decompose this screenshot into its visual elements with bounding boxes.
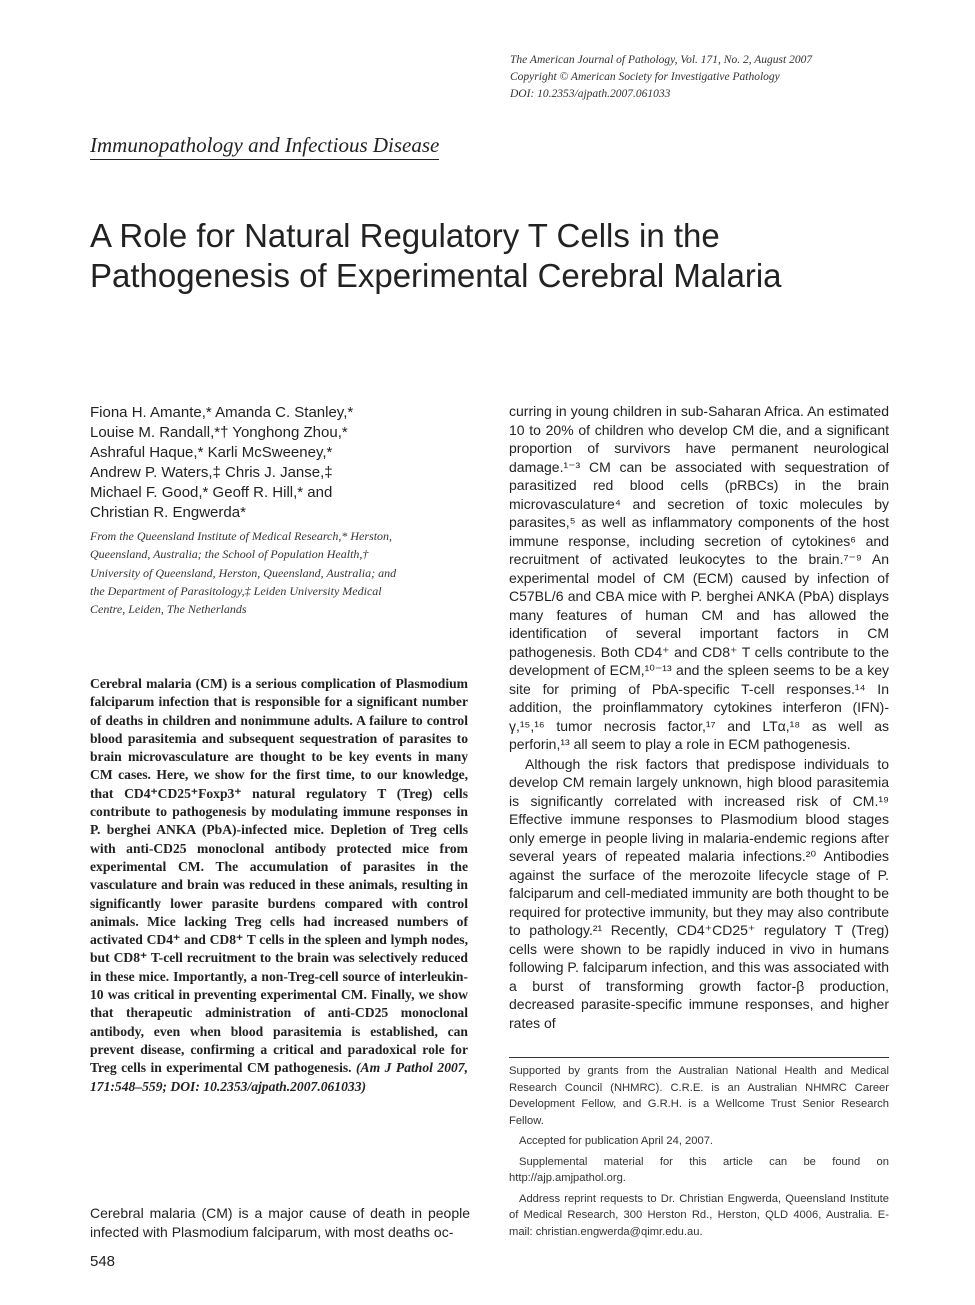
affiliations [90,527,475,618]
journal-citation: The American Journal of Pathology, Vol. 171, No. 2, August 2007 [510,54,813,66]
intro-paragraph: Cerebral malaria (CM) is a major cause of death in people infected with Plasmodium falciparum, with most deaths oc- [90,1205,470,1240]
author-line: Ashraful Haque,* Karli McSweeney,* [90,444,333,461]
abstract-text: Cerebral malaria (CM) is a serious complication of Plasmodium falciparum infection that is responsible for a significant number of deaths in children and nonimmune adults. A failure to control blood parasitemia and subsequent sequestration of parasites to brain microvasculature are thought to be key events in many CM cases. Here, we show for the first time, to our knowledge, that CD4⁺CD25⁺Foxp3⁺ natural regulatory T (Treg) cells contribute to pathogenesis by modulating immune responses in P. berghei ANKA (PbA)-infected mice. Depletion of Treg cells with anti-CD25 monoclonal antibody protected mice from experimental CM. The accumulation of parasites in the vasculature and brain was reduced in these animals, resulting in significantly lower parasite burdens compared with control animals. Mice lacking Treg cells had increased numbers of activated CD4⁺ and CD8⁺ T cells in the spleen and lymph nodes, but CD8⁺ T-cell recruitment to the brain was selectively reduced in these mice. Importantly, a non-Treg-cell source of interleukin-10 was critical in preventing experimental CM. Finally, we show that therapeutic administration of anti-CD25 monoclonal antibody, even when blood parasitemia is established, can prevent disease, confirming a critical and paradoxical role for Treg cells in experimental CM pathogenesis. [90,676,468,1076]
footnote-reprint: Address reprint requests to Dr. Christian Engwerda, Queensland Institute of Medical Research, 300 Herston Rd., Herston, QLD 4006, Australia. E-mail: christian.engwerda@qimr.edu.au. [509,1192,889,1238]
body-column-2 [509,402,889,1032]
author-list [90,403,490,523]
affiliation-line: From the Queensland Institute of Medical Research,* Herston, [90,529,393,543]
introduction-column-1 [90,1204,470,1241]
article-title-line-2: Pathogenesis of Experimental Cerebral Malaria [90,257,782,294]
author-line: Christian R. Engwerda* [90,504,246,521]
affiliation-line: Centre, Leiden, The Netherlands [90,602,247,617]
article-title [90,216,890,296]
author-line: Louise M. Randall,*† Yonghong Zhou,* [90,424,348,441]
article-title-line-1: A Role for Natural Regulatory T Cells in the [90,217,720,254]
body-paragraph-1: curring in young children in sub-Saharan Africa. An estimated 10 to 20% of children who develop CM die, and a significant proportion of survivors have permanent neurological damage.¹⁻³ CM can be associated with sequestration of parasitized red blood cells (pRBCs) in the brain microvasculature⁴ and secretion of toxic molecules by parasites,⁵ as well as inflammatory components of the host immune response, including secretion of cytokines⁶ and recruitment of activated leukocytes to the brain.⁷⁻⁹ An experimental model of CM (ECM) caused by infection of C57BL/6 and CBA mice with P. berghei ANKA (PbA) displays many features of human CM and has allowed the identification of several important factors in CM pathogenesis. Both CD4⁺ and CD8⁺ T cells contribute to the development of ECM,¹⁰⁻¹³ and the spleen seems to be a key site for priming of PbA-specific T-cell responses.¹⁴ In addition, the proinflammatory cytokines interferon (IFN)-γ,¹⁵,¹⁶ tumor necrosis factor,¹⁷ and LTα,¹⁸ as well as perforin,¹³ all seem to play a role in ECM pathogenesis. [509,403,889,752]
footnotes [509,1063,889,1244]
body-paragraph-2: Although the risk factors that predispose individuals to develop CM remain largely unknown, high blood parasitemia is significantly correlated with increased risk of CM.¹⁹ Effective immune responses to Plasmodium blood stages only emerge in people living in malaria-endemic regions after several years of repeated malaria infections.²⁰ Antibodies against the surface of the merozoite lifecycle stage of P. falciparum and cell-mediated immunity are both thought to be required for protective immunity, but they may also contribute to pathology.²¹ Recently, CD4⁺CD25⁺ regulatory T (Treg) cells were shown to be rapidly induced in vivo in humans following P. falciparum infection, and this was associated with a burst of transforming growth factor-β production, decreased parasite-specific immune responses, and higher rates of [509,755,889,1031]
author-line: Andrew P. Waters,‡ Chris J. Janse,‡ [90,464,333,481]
footnote-supplemental: Supplemental material for this article can be found on http://ajp.amjpathol.org. [509,1155,889,1184]
author-line: Fiona H. Amante,* Amanda C. Stanley,* [90,404,354,421]
abstract-citation: (Am J Pathol 2007, 171:548–559; DOI: 10.2353/ajpath.2007.061033) [90,1060,468,1094]
author-line: Michael F. Good,* Geoff R. Hill,* and [90,484,333,501]
affiliation-line: Queensland, Australia; the School of Population Health,† [90,547,369,562]
footnote-support: Supported by grants from the Australian National Health and Medical Research Council (NHMRC). C.R.E. is an Australian NHMRC Career Development Fellow, and G.R.H. is a Wellcome Trust Senior Research Fellow. [509,1065,889,1127]
affiliation-line: the Department of Parasitology,‡ Leiden University Medical [90,583,382,598]
section-heading: Immunopathology and Infectious Disease [90,132,439,160]
affiliation-line: University of Queensland, Herston, Queensland, Australia; and [90,565,397,580]
journal-header [510,52,930,103]
footnote-divider [509,1057,889,1058]
footnote-accepted: Accepted for publication April 24, 2007. [519,1135,714,1147]
journal-doi: DOI: 10.2353/ajpath.2007.061033 [510,88,671,100]
abstract [90,675,468,1096]
journal-copyright: Copyright © American Society for Investigative Pathology [510,71,780,83]
page-number: 548 [90,1253,116,1270]
